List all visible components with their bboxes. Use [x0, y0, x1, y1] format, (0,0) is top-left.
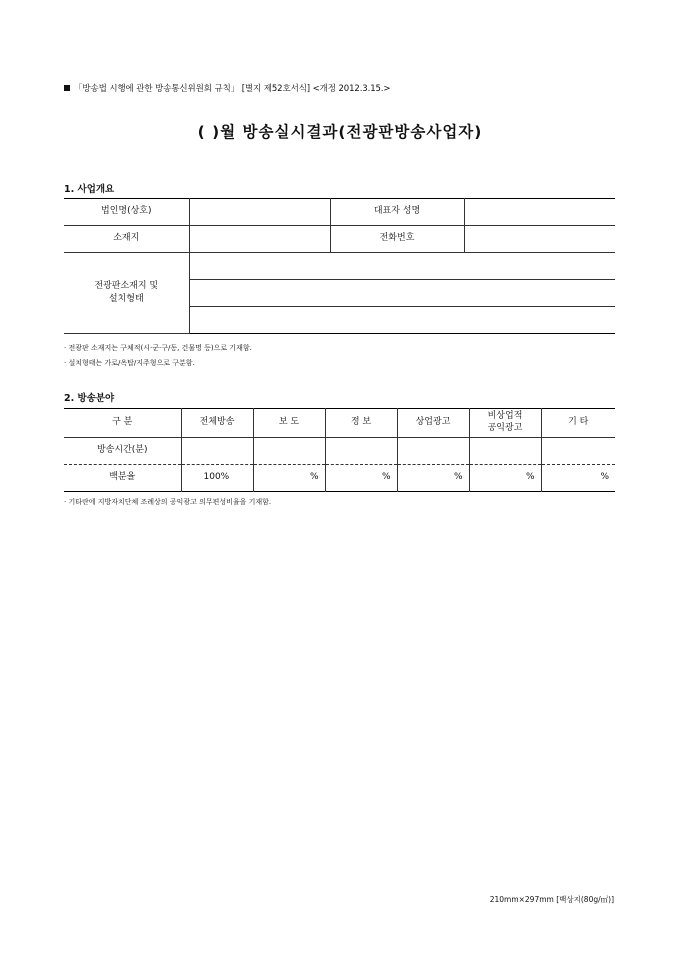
note-installation-type: · 설치형태는 가로/옥탑/지주형으로 구분함.: [64, 359, 195, 367]
square-bullet-icon: [64, 85, 70, 91]
col-noncommercial-line1: 비상업적: [487, 411, 523, 422]
board-location-field-2[interactable]: [189, 280, 615, 307]
broadcast-field-table: [64, 408, 615, 492]
time-other-field[interactable]: [541, 438, 615, 465]
paper-size-footer: 210mm×297mm [백상지(80g/㎡)]: [489, 895, 614, 904]
col-category: 구 분: [64, 409, 181, 438]
time-news-field[interactable]: [253, 438, 325, 465]
time-total-field[interactable]: [181, 438, 253, 465]
regulation-header: [64, 82, 390, 94]
corp-name-label: 법인명(상호): [64, 199, 189, 226]
col-total-broadcast: 전체방송: [181, 409, 253, 438]
percent-information-field[interactable]: %: [325, 465, 397, 492]
board-location-field-3[interactable]: [189, 307, 615, 334]
regulation-text: 「방송법 시행에 관한 방송통신위원회 규칙」 [별지 제52호서식] <개정 2012.3.15.>: [74, 84, 391, 94]
col-news: 보 도: [253, 409, 325, 438]
board-location-field-1[interactable]: [189, 253, 615, 280]
time-public-ad-field[interactable]: [469, 438, 541, 465]
percent-commercial-field[interactable]: %: [397, 465, 469, 492]
location-label: 소재지: [64, 226, 189, 253]
location-field[interactable]: [189, 226, 330, 253]
col-noncommercial-public-ad: [469, 409, 541, 438]
note-board-location: · 전광판 소재지는 구체적(시·군·구/동, 건물명 등)으로 기재함.: [64, 344, 252, 352]
col-commercial-ad: 상업광고: [397, 409, 469, 438]
col-information: 정 보: [325, 409, 397, 438]
business-overview-table: [64, 198, 615, 334]
col-other: 기 타: [541, 409, 615, 438]
corp-name-field[interactable]: [189, 199, 330, 226]
page-title: ( )월 방송실시결과(전광판방송사업자): [197, 123, 483, 141]
percent-news-field[interactable]: %: [253, 465, 325, 492]
phone-field[interactable]: [464, 226, 615, 253]
broadcast-time-label: 방송시간(분): [64, 438, 181, 465]
percent-total-field[interactable]: 100%: [181, 465, 253, 492]
percent-other-field[interactable]: %: [541, 465, 615, 492]
section2-heading: 2. 방송분야: [64, 393, 115, 404]
percent-public-ad-field[interactable]: %: [469, 465, 541, 492]
representative-label: 대표자 성명: [330, 199, 464, 226]
note-other-column: · 기타란에 지방자치단체 조례상의 공익광고 의무편성비율을 기재함.: [64, 498, 272, 506]
section1-heading: 1. 사업개요: [64, 184, 115, 195]
time-commercial-field[interactable]: [397, 438, 469, 465]
board-location-label-line2: 설치형태: [108, 294, 144, 304]
representative-field[interactable]: [464, 199, 615, 226]
board-location-label-line1: 전광판소재지 및: [94, 280, 159, 291]
phone-label: 전화번호: [330, 226, 464, 253]
col-noncommercial-line2: 공익광고: [487, 423, 523, 433]
percentage-label: 백분율: [64, 465, 181, 492]
board-location-label: [64, 253, 189, 334]
time-information-field[interactable]: [325, 438, 397, 465]
